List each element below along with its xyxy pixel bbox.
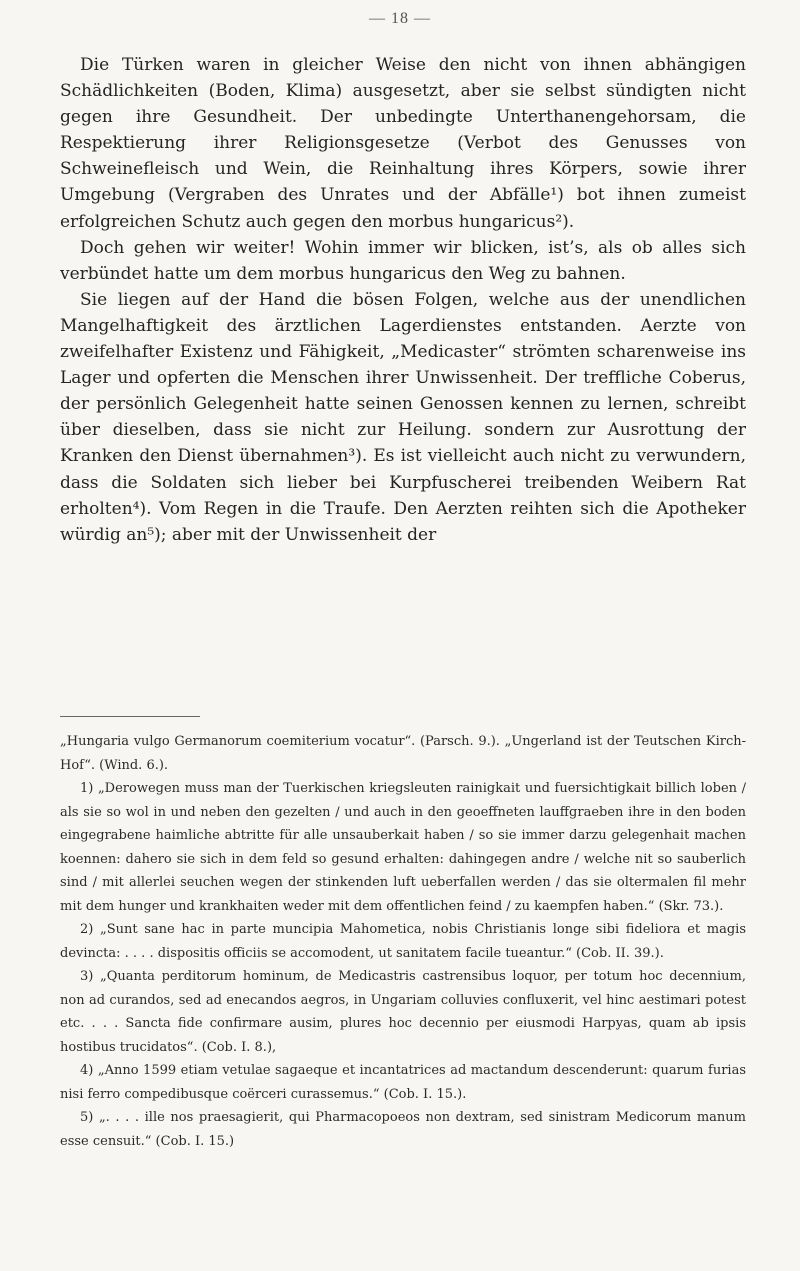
body-paragraph: Doch gehen wir weiter! Wohin immer wir blicken, ist’s, als ob alles sich verbündet hatte um dem morbus hungaricus den Weg zu bahnen. <box>60 237 746 284</box>
footnote-2: 2) „Sunt sane hac in parte muncipia Mahometica, nobis Christianis longe sibi fideliora et magis devincta: . . . . dispositis officiis se accomodent, ut sanitatem facile tueantur.“ (Cob. II. 39.). <box>60 922 746 961</box>
footnote-4: 4) „Anno 1599 etiam vetulae sagaeque et incantatrices ad mactandum descenderunt: quarum furias nisi ferro compedibusque coërceri curassemus.“ (Cob. I. 15.). <box>60 1063 746 1102</box>
footnote-3: 3) „Quanta perditorum hominum, de Medicastris castrensibus loquor, per totum hoc decennium, non ad curandos, sed ad enecandos aegros, in Ungariam colluvies confluxerit, vel hinc aestimari potest etc. . . . Sancta fide confirmare ausim, plures hoc decennio per eiusmodi Harpyas, quam ab ipsis hostibus trucidatos“. (Cob. I. 8.), <box>60 969 746 1055</box>
page-number: — 18 — <box>369 10 431 27</box>
footnote-epigraph: „Hungaria vulgo Germanorum coemiterium vocatur“. (Parsch. 9.). „Ungerland ist der Teutschen Kirch-Hof“. (Wind. 6.). <box>60 734 746 773</box>
footnotes <box>60 730 746 1153</box>
footnote-5: 5) „. . . . ille nos praesagierit, qui Pharmacopoeos non dextram, sed sinistram Medicorum manum esse censuit.“ (Cob. I. 15.) <box>60 1110 746 1149</box>
footnote-separator <box>60 716 200 717</box>
body-text <box>60 52 746 548</box>
footnote-1: 1) „Derowegen muss man der Tuerkischen kriegsleuten rainigkait und fuersichtigkait billich loben / als sie so wol in und neben den gezelten / und auch in den geoeffneten lauffgraeben ihre in den boden eingegrabene haimliche abtritte für alle unsauberkait haben / so sie immer darzu gelegenhait machen koennen: dahero sie sich in dem feld so gesund erhalten: dahingegen andre / welche nit so sauberlich sind / mit allerlei seuchen wegen der stinkenden luft ueberfallen werden / das sie oltermalen fil mehr mit dem hunger und krankhaiten weder mit dem offentlichen feind / zu kaempfen haben.“ (Skr. 73.). <box>60 781 746 914</box>
body-paragraph: Sie liegen auf der Hand die bösen Folgen, welche aus der unendlichen Mangelhaftigkeit des ärztlichen Lagerdienstes entstanden. Aerzte von zweifelhafter Existenz und Fähigkeit, „Medicaster“ strömten scharenweise ins Lager und opferten die Menschen ihrer Unwissenheit. Der treffliche Coberus, der persönlich Gelegenheit hatte seinen Genossen kennen zu lernen, schreibt über dieselben, dass sie nicht zur Heilung. sondern zur Ausrottung der Kranken den Dienst übernahmen³). Es ist vielleicht auch nicht zu verwundern, dass die Soldaten sich lieber bei Kurpfuscherei treibenden Weibern Rat erholten⁴). Vom Regen in die Traufe. Den Aerzten reihten sich die Apotheker würdig an⁵); aber mit der Unwissenheit der <box>60 289 746 545</box>
body-paragraph: Die Türken waren in gleicher Weise den nicht von ihnen abhängigen Schädlichkeiten (Boden, Klima) ausgesetzt, aber sie selbst sündigten nicht gegen ihre Gesundheit. Der unbedingte Unterthanengehorsam, die Respektierung ihrer Religionsgesetze (Verbot des Genusses von Schweinefleisch und Wein, die Reinhaltung ihres Körpers, sowie ihrer Umgebung (Vergraben des Unrates und der Abfälle¹) bot ihnen zumeist erfolgreichen Schutz auch gegen den morbus hungaricus²). <box>60 55 746 232</box>
